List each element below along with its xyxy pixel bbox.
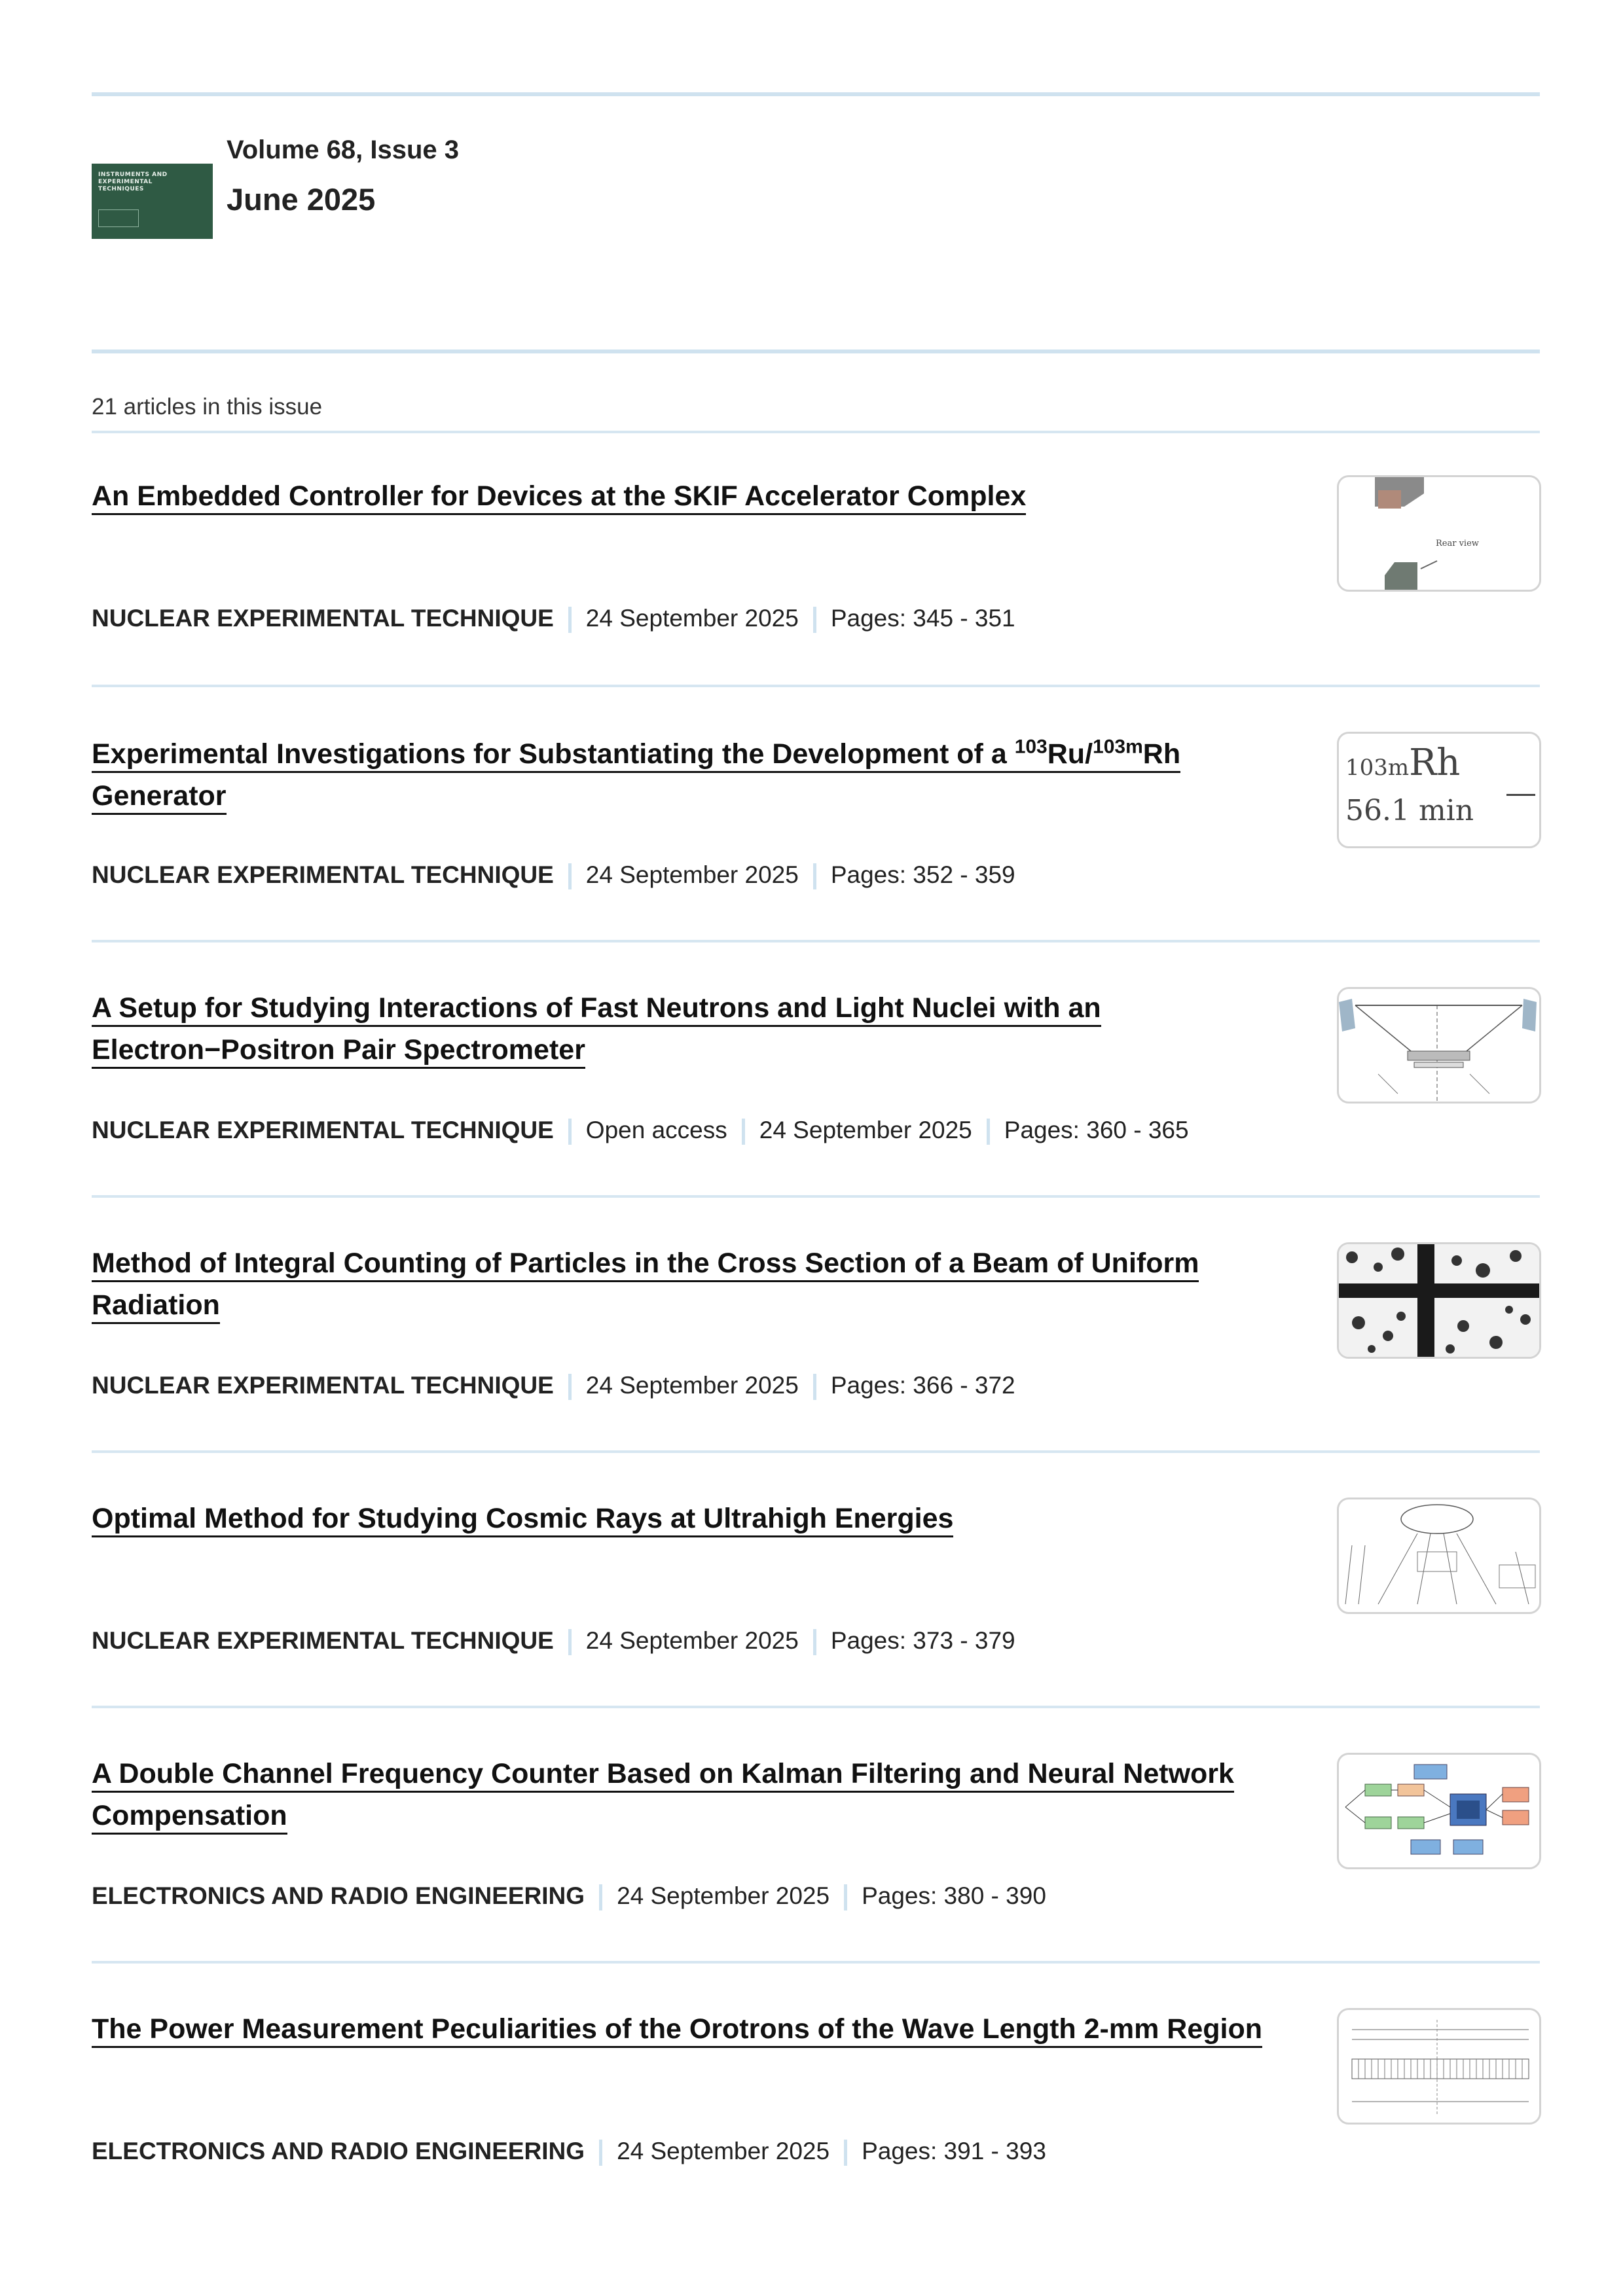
article-meta (92, 605, 1015, 633)
article-date: 24 September 2025 (585, 861, 799, 888)
article-title[interactable] (92, 475, 1270, 517)
article-thumbnail[interactable] (1337, 987, 1541, 1103)
article-pages: Pages: 380 - 390 (862, 1882, 1046, 1909)
article-item (92, 686, 1540, 941)
article-category[interactable]: NUCLEAR EXPERIMENTAL TECHNIQUE (92, 605, 554, 632)
article-meta (92, 1882, 1046, 1910)
meta-separator (813, 1629, 816, 1655)
meta-separator (844, 2140, 847, 2166)
article-title[interactable] (92, 2008, 1322, 2050)
journal-cover-image[interactable] (92, 147, 213, 308)
article-category[interactable]: NUCLEAR EXPERIMENTAL TECHNIQUE (92, 861, 554, 888)
cover-green-panel (92, 164, 213, 239)
article-title-link[interactable]: A Double Channel Frequency Counter Based on Kalman Filtering and Neural Network (92, 1758, 1234, 1793)
meta-separator (987, 1119, 990, 1145)
title-superscript: 103 (1014, 736, 1048, 758)
article-category[interactable]: ELECTRONICS AND RADIO ENGINEERING (92, 2138, 585, 2164)
article-category[interactable]: NUCLEAR EXPERIMENTAL TECHNIQUE (92, 1372, 554, 1399)
article-title-link[interactable]: Method of Integral Counting of Particles in the Cross Section of a Beam of Uniform (92, 1247, 1199, 1282)
article-title[interactable] (92, 987, 1270, 1071)
title-text: Experimental Investigations for Substantiating the Development of a (92, 738, 1015, 770)
article-pages: Pages: 391 - 393 (862, 2138, 1046, 2164)
title-text: Ru/ (1047, 738, 1093, 770)
cover-box (98, 209, 139, 227)
issue-date: June 2025 (227, 182, 376, 217)
thumbnail-figure-image (1339, 1499, 1539, 1612)
article-item (92, 1707, 1540, 1962)
article-thumbnail[interactable] (1337, 1242, 1541, 1359)
article-title-link[interactable] (92, 738, 1180, 773)
article-item (92, 1962, 1540, 2217)
article-category[interactable]: NUCLEAR EXPERIMENTAL TECHNIQUE (92, 1627, 554, 1654)
article-date: 24 September 2025 (585, 1627, 799, 1654)
article-title-link[interactable]: An Embedded Controller for Devices at the SKIF Accelerator Complex (92, 480, 1026, 515)
meta-separator (568, 1629, 572, 1655)
meta-separator (742, 1119, 745, 1145)
thumbnail-time: 56.1 min (1345, 794, 1474, 827)
meta-separator (813, 863, 816, 889)
article-thumbnail[interactable] (1337, 732, 1541, 848)
article-pages: Pages: 366 - 372 (830, 1372, 1015, 1399)
article-meta (92, 861, 1015, 889)
article-date: 24 September 2025 (617, 1882, 830, 1909)
article-pages: Pages: 373 - 379 (830, 1627, 1015, 1654)
article-title-link[interactable]: A Setup for Studying Interactions of Fast Neutrons and Light Nuclei with an (92, 992, 1101, 1027)
article-title-link-line2[interactable]: Radiation (92, 1289, 220, 1324)
cover-header (92, 147, 213, 160)
article-item (92, 941, 1540, 1196)
article-pages: Pages: 345 - 351 (830, 605, 1015, 632)
article-date: 24 September 2025 (585, 1372, 799, 1399)
meta-separator (568, 1374, 572, 1400)
article-item (92, 1196, 1540, 1452)
article-pages: Pages: 360 - 365 (1004, 1117, 1189, 1143)
thumbnail-figure-image (1339, 477, 1539, 590)
article-title-link-line2[interactable]: Compensation (92, 1800, 287, 1835)
meta-separator (844, 1884, 847, 1910)
thumbnail-superscript: 103m (1345, 755, 1410, 781)
thumbnail-figure-image (1339, 2010, 1539, 2123)
article-title[interactable] (92, 1753, 1270, 1837)
article-meta (92, 1117, 1189, 1145)
article-title[interactable] (92, 733, 1270, 817)
thumbnail-caption: Rear view (1436, 539, 1479, 548)
thumbnail-figure-text (1345, 743, 1474, 831)
thumbnail-line (1506, 794, 1535, 796)
article-date: 24 September 2025 (585, 605, 799, 632)
cover-title: INSTRUMENTS AND EXPERIMENTAL TECHNIQUES (98, 171, 168, 192)
thumbnail-element: Rh (1409, 742, 1461, 784)
meta-separator (568, 1119, 572, 1145)
thumbnail-figure-image (1339, 989, 1539, 1102)
article-item (92, 432, 1540, 687)
issue-volume: Volume 68, Issue 3 (227, 135, 459, 164)
thumbnail-figure-image (1339, 1244, 1539, 1357)
article-category[interactable]: ELECTRONICS AND RADIO ENGINEERING (92, 1882, 585, 1909)
article-title[interactable] (92, 1242, 1270, 1326)
meta-separator (813, 607, 816, 633)
article-title-link-line2[interactable]: Generator (92, 780, 227, 815)
title-text: Rh (1142, 738, 1181, 770)
article-meta (92, 1627, 1015, 1655)
article-pages: Pages: 352 - 359 (830, 861, 1015, 888)
meta-separator (599, 1884, 602, 1910)
article-thumbnail[interactable] (1337, 1498, 1541, 1614)
meta-separator (568, 607, 572, 633)
meta-separator (568, 863, 572, 889)
article-title-link-line2[interactable]: Electron−Positron Pair Spectrometer (92, 1034, 585, 1069)
open-access-badge: Open access (585, 1117, 727, 1143)
article-thumbnail[interactable] (1337, 1753, 1541, 1869)
header-divider (92, 350, 1540, 353)
article-meta (92, 2138, 1046, 2166)
article-meta (92, 1372, 1015, 1400)
thumbnail-figure-image (1339, 1755, 1539, 1867)
top-divider (92, 92, 1540, 96)
article-title-link[interactable]: The Power Measurement Peculiarities of the Orotrons of the Wave Length 2-mm Region (92, 2013, 1262, 2048)
title-superscript: 103m (1093, 736, 1143, 758)
meta-separator (813, 1374, 816, 1400)
article-title-link[interactable]: Optimal Method for Studying Cosmic Rays at Ultrahigh Energies (92, 1503, 953, 1537)
article-thumbnail[interactable] (1337, 2008, 1541, 2125)
article-item (92, 1452, 1540, 1707)
article-date: 24 September 2025 (759, 1117, 972, 1143)
article-thumbnail[interactable] (1337, 475, 1541, 592)
article-date: 24 September 2025 (617, 2138, 830, 2164)
article-title[interactable] (92, 1498, 1270, 1539)
article-category[interactable]: NUCLEAR EXPERIMENTAL TECHNIQUE (92, 1117, 554, 1143)
meta-separator (599, 2140, 602, 2166)
article-count: 21 articles in this issue (92, 394, 323, 420)
